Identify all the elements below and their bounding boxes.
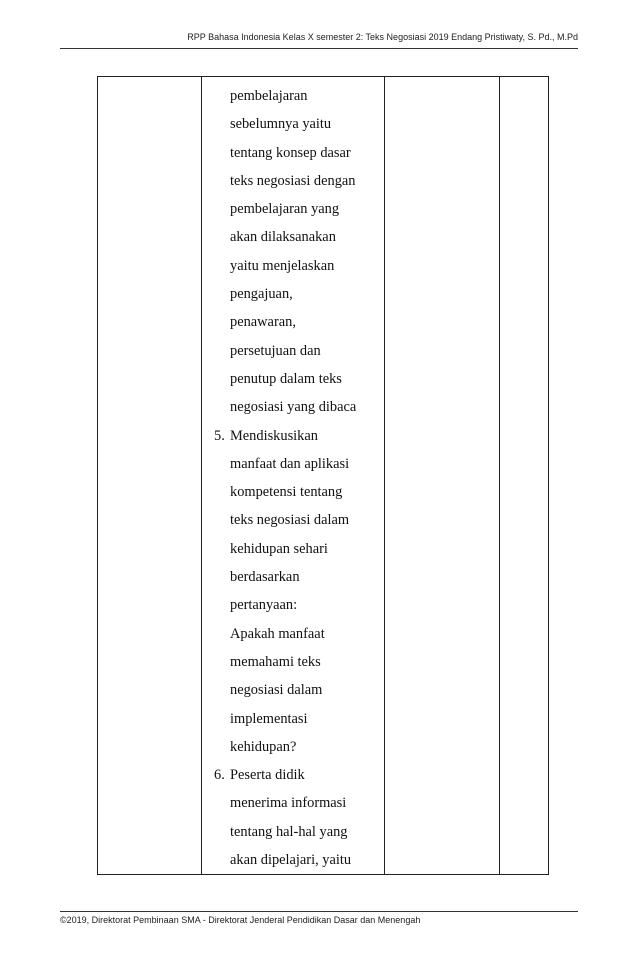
activity-text: pembelajaran yang — [230, 201, 340, 218]
activity-line — [202, 195, 384, 223]
activity-text: memahami teks — [230, 653, 321, 670]
table-cell-empty-3 — [385, 77, 500, 875]
footer-divider — [60, 911, 578, 912]
activity-text: negosiasi dalam — [230, 682, 323, 699]
activity-text: Mendiskusikan — [230, 427, 318, 444]
activity-text: sebelumnya yaitu — [230, 116, 332, 133]
activity-text: pertanyaan: — [230, 597, 298, 614]
activity-line — [202, 563, 384, 591]
activity-line — [202, 252, 384, 280]
activity-text: penawaran, — [230, 314, 296, 331]
activity-line — [202, 818, 384, 846]
activity-text: Peserta didik — [230, 767, 305, 784]
activity-line — [202, 365, 384, 393]
lesson-plan-table — [97, 76, 549, 875]
activity-line — [202, 591, 384, 619]
activity-line — [202, 337, 384, 365]
running-header: RPP Bahasa Indonesia Kelas X semester 2: Teks Negosiasi 2019 Endang Pristiwaty, S. Pd., M.Pd — [187, 32, 578, 42]
activity-text: implementasi — [230, 710, 308, 727]
activity-text: kompetensi tentang — [230, 484, 343, 501]
activity-line — [202, 761, 384, 789]
activity-text: teks negosiasi dalam — [230, 512, 350, 529]
activity-line — [202, 308, 384, 336]
activity-cell — [202, 77, 385, 875]
activity-text: pengajuan, — [230, 286, 293, 303]
activity-text: persetujuan dan — [230, 342, 321, 359]
activity-line — [202, 422, 384, 450]
activity-line — [202, 648, 384, 676]
activity-list — [202, 77, 384, 874]
activity-text: akan dipelajari, yaitu — [230, 852, 352, 869]
activity-line — [202, 393, 384, 421]
activity-line — [202, 733, 384, 761]
activity-text: Apakah manfaat — [230, 625, 325, 642]
activity-line — [202, 620, 384, 648]
table-cell-empty-1 — [98, 77, 202, 875]
activity-text: kehidupan? — [230, 738, 297, 755]
activity-text: yaitu menjelaskan — [230, 257, 335, 274]
activity-line — [202, 82, 384, 110]
activity-line — [202, 167, 384, 195]
activity-line — [202, 280, 384, 308]
activity-line — [202, 535, 384, 563]
activity-line — [202, 506, 384, 534]
activity-text: pembelajaran — [230, 88, 308, 104]
running-footer: ©2019, Direktorat Pembinaan SMA - Direktorat Jenderal Pendidikan Dasar dan Menengah — [60, 915, 421, 925]
activity-text: teks negosiasi dengan — [230, 172, 356, 189]
activity-text: tentang hal-hal yang — [230, 823, 348, 840]
activity-line — [202, 139, 384, 167]
activity-text: berdasarkan — [230, 569, 300, 586]
activity-text: kehidupan sehari — [230, 540, 328, 557]
activity-line — [202, 223, 384, 251]
activity-line — [202, 110, 384, 138]
activity-line — [202, 478, 384, 506]
list-number: 6. — [214, 767, 225, 784]
activity-line — [202, 705, 384, 733]
activity-line — [202, 676, 384, 704]
activity-line — [202, 846, 384, 874]
activity-text: manfaat dan aplikasi — [230, 455, 350, 472]
table-cell-empty-4 — [500, 77, 549, 875]
activity-text: penutup dalam teks — [230, 370, 342, 387]
activity-line — [202, 789, 384, 817]
activity-text: menerima informasi — [230, 795, 347, 812]
activity-text: negosiasi yang dibaca — [230, 399, 357, 416]
list-number: 5. — [214, 427, 225, 444]
activity-text: akan dilaksanakan — [230, 229, 336, 246]
activity-line — [202, 450, 384, 478]
activity-text: tentang konsep dasar — [230, 144, 351, 161]
header-divider — [60, 48, 578, 49]
table-row — [98, 77, 549, 875]
